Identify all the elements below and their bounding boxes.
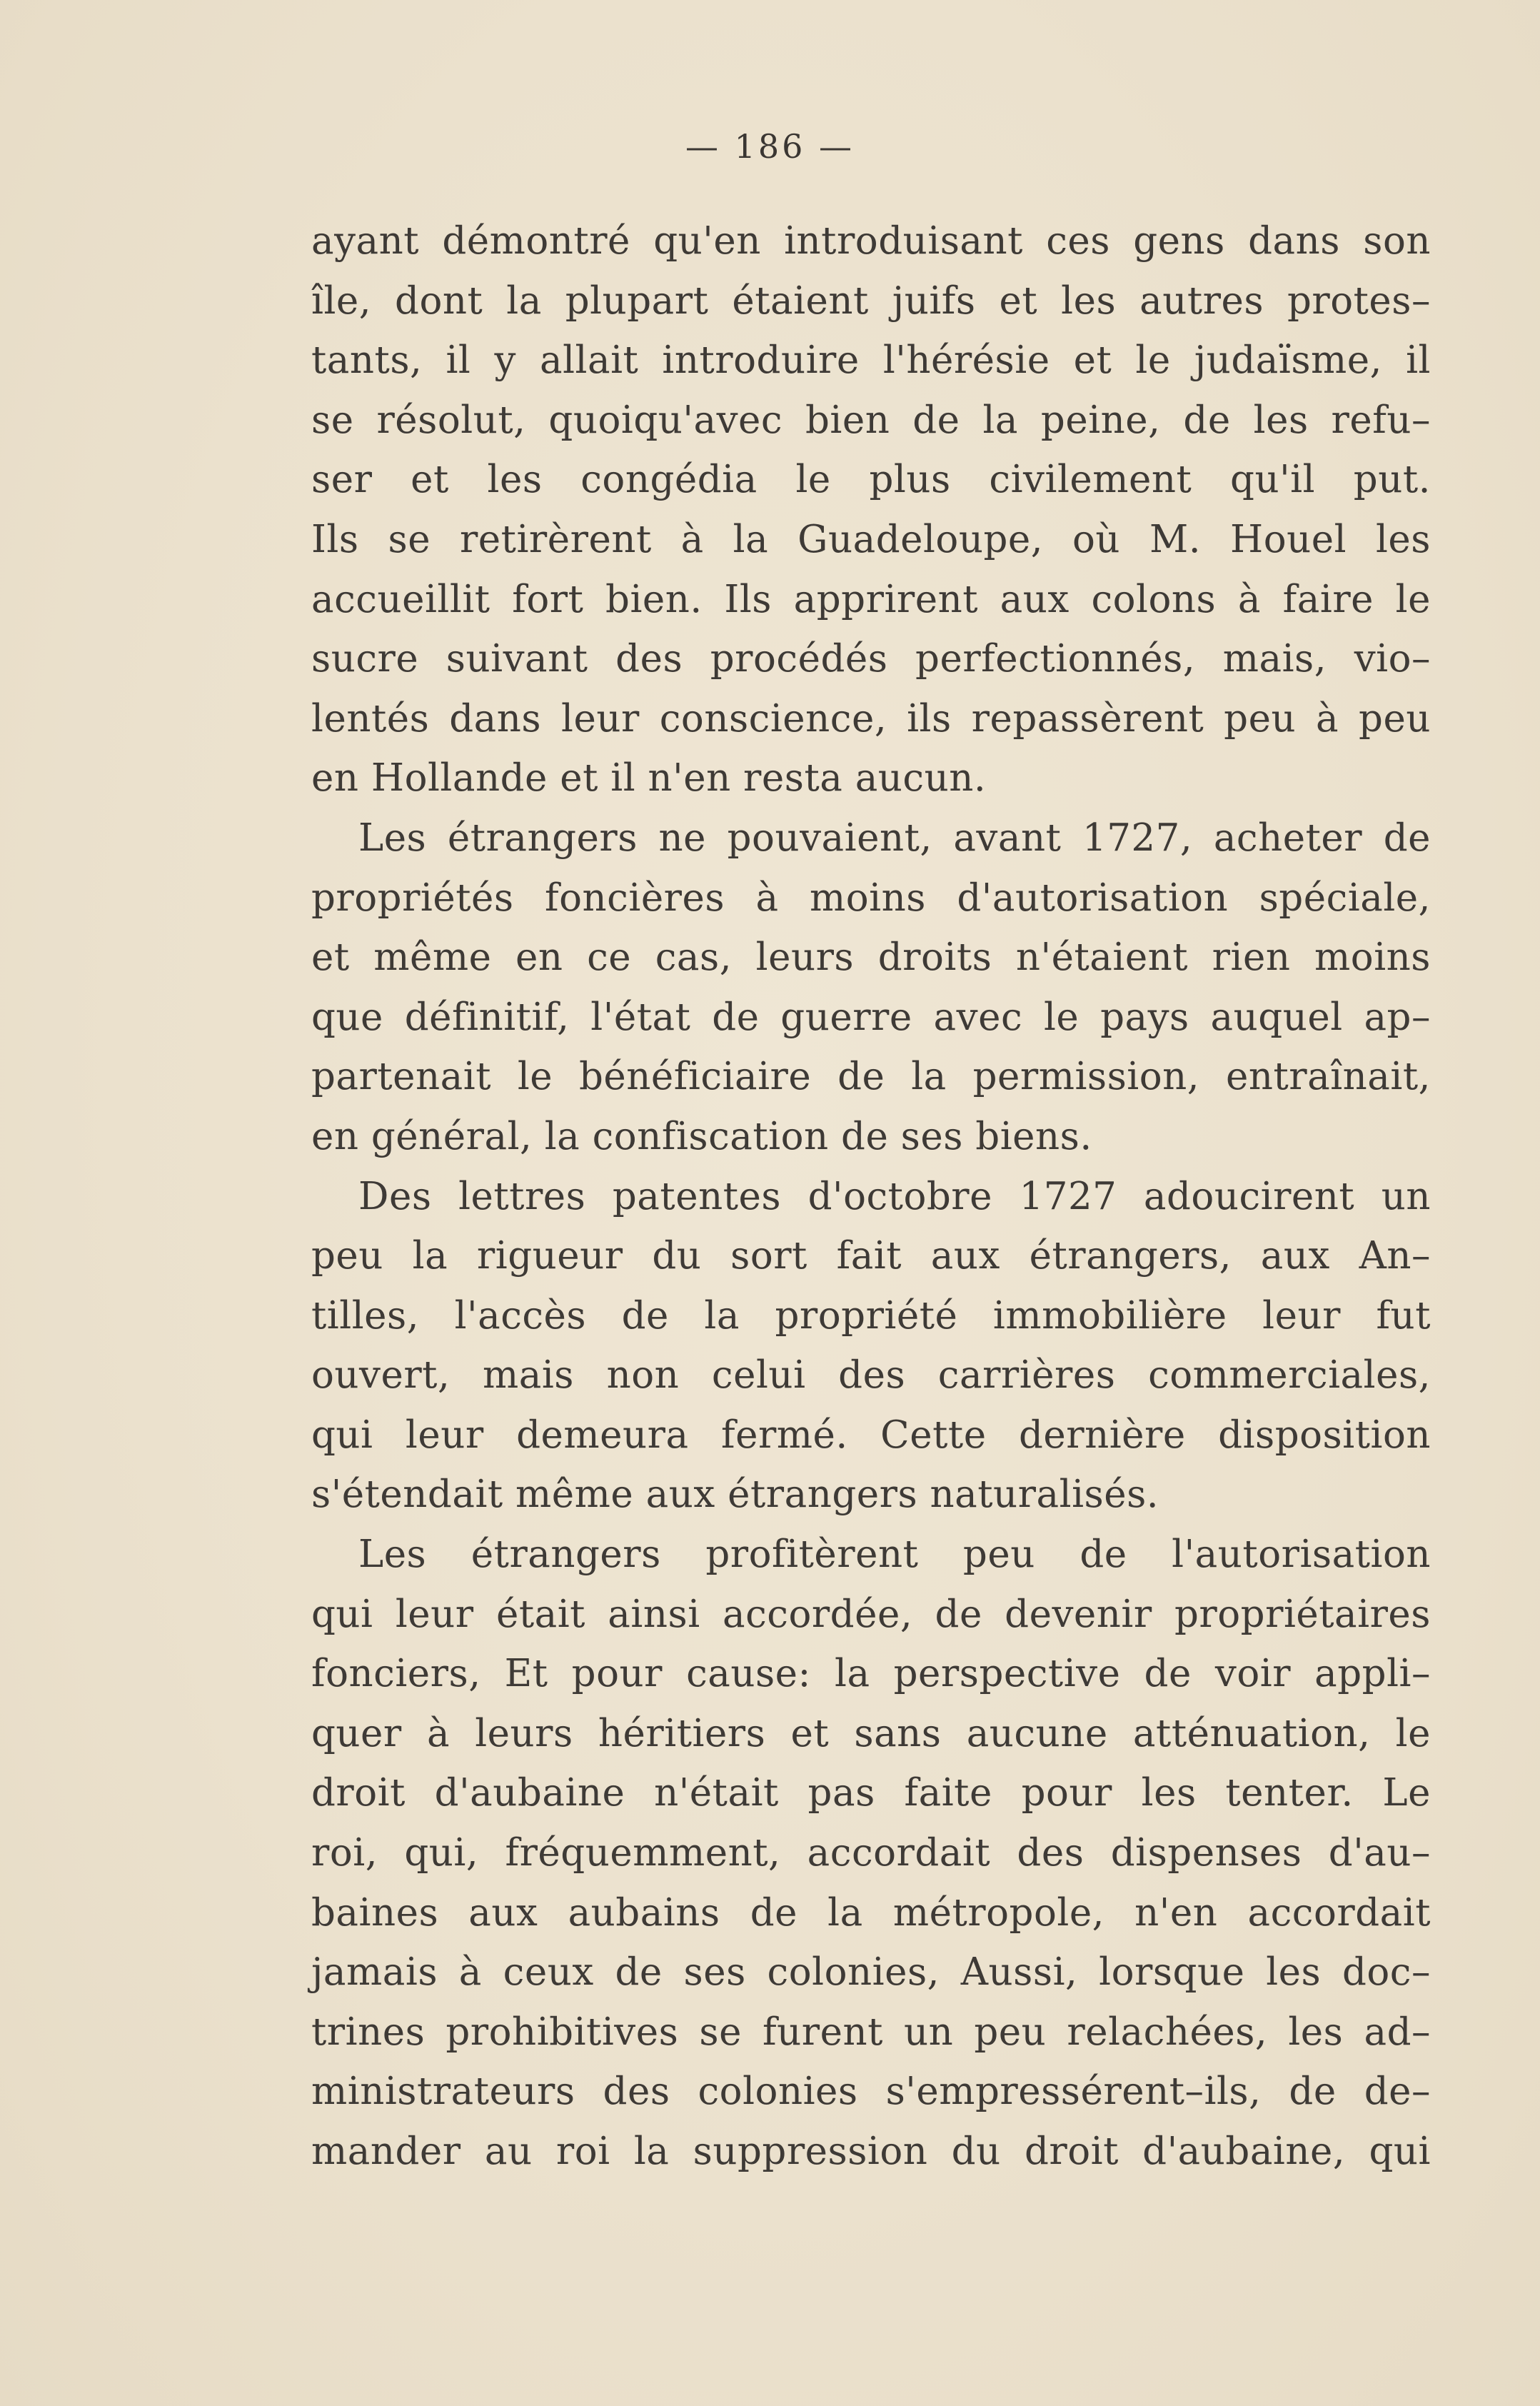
text-line: tilles, l'accès de la propriété immobilière leur fut bbox=[311, 1293, 1431, 1338]
text-line: et même en ce cas, leurs droits n'étaient rien moins bbox=[311, 936, 1431, 980]
text-line: Des lettres patentes d'octobre 1727 adoucirent un bbox=[358, 1174, 1431, 1218]
page-number: — 186 — bbox=[685, 127, 855, 166]
text-line: baines aux aubains de la métropole, n'en accordait bbox=[311, 1890, 1431, 1935]
text-line: ayant démontré qu'en introduisant ces gens dans son bbox=[311, 219, 1431, 263]
text-line: sucre suivant des procédés perfectionnés, mais, vio– bbox=[311, 637, 1431, 681]
text-line: propriétés foncières à moins d'autorisation spéciale, bbox=[311, 876, 1431, 920]
text-line: accueillit fort bien. Ils apprirent aux colons à faire le bbox=[311, 577, 1431, 621]
text-line: mander au roi la suppression du droit d'aubaine, qui bbox=[311, 2130, 1431, 2173]
text-line: Les étrangers profitèrent peu de l'autorisation bbox=[358, 1533, 1431, 1577]
text-line: qui leur demeura fermé. Cette dernière disposition bbox=[311, 1413, 1431, 1457]
text-line: partenait le bénéficiaire de la permission, entraînait, bbox=[311, 1055, 1431, 1099]
text-line: roi, qui, fréquemment, accordait des dispenses d'au– bbox=[311, 1831, 1431, 1875]
text-line: Ils se retirèrent à la Guadeloupe, où M. Houel les bbox=[311, 517, 1431, 561]
text-line: en Hollande et il n'en resta aucun. bbox=[311, 756, 987, 801]
text-line: que définitif, l'état de guerre avec le pays auquel ap– bbox=[311, 995, 1431, 1039]
text-line: fonciers, Et pour cause: la perspective de voir appli– bbox=[311, 1652, 1431, 1696]
text-line: droit d'aubaine n'était pas faite pour les tenter. Le bbox=[311, 1771, 1431, 1815]
text-line: quer à leurs héritiers et sans aucune atténuation, le bbox=[311, 1711, 1431, 1755]
text-line: s'étendait même aux étrangers naturalisés. bbox=[311, 1473, 1159, 1517]
text-line: se résolut, quoiqu'avec bien de la peine, de les refu– bbox=[311, 398, 1431, 442]
text-line: Les étrangers ne pouvaient, avant 1727, acheter de bbox=[358, 816, 1431, 860]
text-line: jamais à ceux de ses colonies, Aussi, lorsque les doc– bbox=[311, 1950, 1431, 1995]
text-line: ministrateurs des colonies s'empressérent–ils, de de– bbox=[311, 2070, 1431, 2114]
text-line: lentés dans leur conscience, ils repassèrent peu à peu bbox=[311, 696, 1431, 741]
text-line: ser et les congédia le plus civilement qu'il put. bbox=[311, 458, 1431, 502]
text-line: en général, la confiscation de ses biens. bbox=[311, 1114, 1092, 1158]
body-text bbox=[311, 211, 1431, 2182]
text-line: tants, il y allait introduire l'hérésie et le judaïsme, il bbox=[311, 339, 1431, 383]
text-line: île, dont la plupart étaient juifs et les autres protes– bbox=[311, 279, 1431, 323]
text-line: ouvert, mais non celui des carrières commerciales, bbox=[311, 1353, 1431, 1398]
text-line: trines prohibitives se furent un peu relachées, les ad– bbox=[311, 2010, 1431, 2054]
text-line: qui leur était ainsi accordée, de devenir propriétaires bbox=[311, 1592, 1431, 1636]
text-line: peu la rigueur du sort fait aux étrangers, aux An– bbox=[311, 1234, 1431, 1278]
